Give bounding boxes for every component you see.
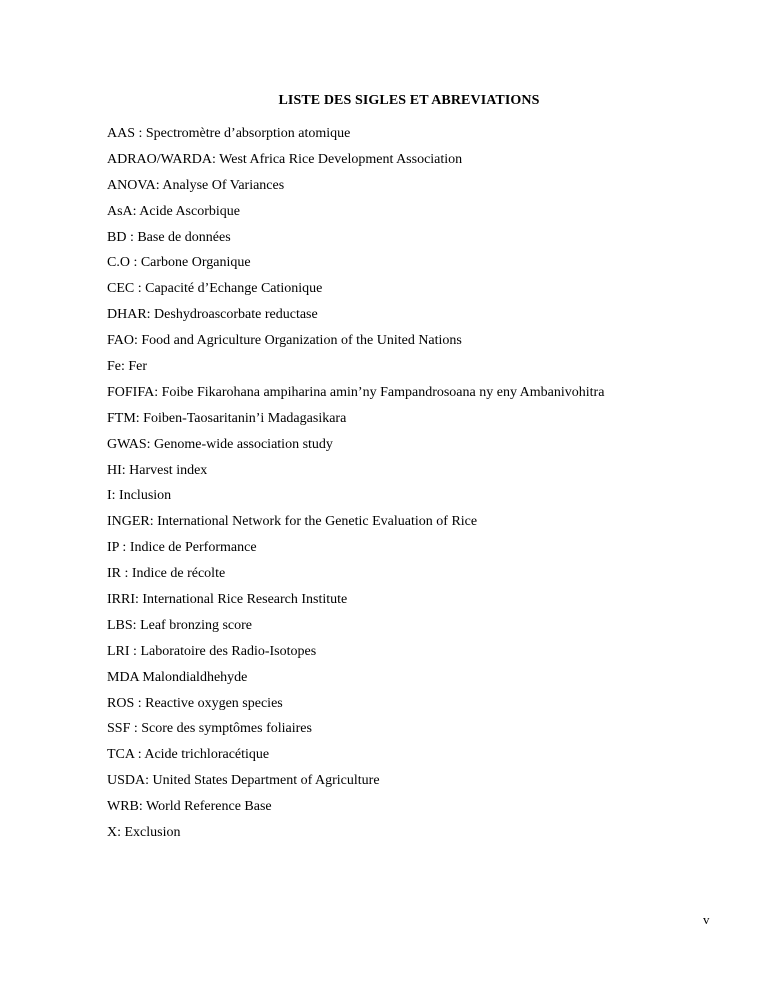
abbreviation-item: USDA: United States Department of Agriculture <box>107 773 380 789</box>
abbreviation-item: IR : Indice de récolte <box>107 566 226 582</box>
abbreviation-item: AAS : Spectromètre d’absorption atomique <box>107 126 351 141</box>
abbreviation-item: SSF : Score des symptômes foliaires <box>107 721 312 737</box>
abbreviation-item: FOFIFA: Foibe Fikarohana ampiharina amin’ny Fampandrosoana ny eny Ambanivohitra <box>107 384 605 400</box>
abbreviation-item: ROS : Reactive oxygen species <box>107 695 283 711</box>
abbreviation-item: HI: Harvest index <box>107 462 208 478</box>
abbreviation-list <box>107 125 604 850</box>
abbreviation-item: LBS: Leaf bronzing score <box>107 617 253 633</box>
abbreviation-item: INGER: International Network for the Genetic Evaluation of Rice <box>107 514 478 530</box>
abbreviation-item: C.O : Carbone Organique <box>107 255 251 271</box>
abbreviation-item: ANOVA: Analyse Of Variances <box>107 177 285 193</box>
abbreviation-item: FAO: Food and Agriculture Organization of the United Nations <box>107 333 462 349</box>
abbreviation-item: CEC : Capacité d’Echange Cationique <box>107 281 323 297</box>
abbreviation-item: FTM: Foiben-Taosaritanin’i Madagasikara <box>107 410 347 426</box>
abbreviation-item: LRI : Laboratoire des Radio-Isotopes <box>107 643 317 659</box>
page-title: LISTE DES SIGLES ET ABREVIATIONS <box>278 93 540 108</box>
abbreviation-item: Fe: Fer <box>107 359 148 375</box>
abbreviation-item: IRRI: International Rice Research Institute <box>107 592 348 608</box>
abbreviation-item: GWAS: Genome-wide association study <box>107 436 333 452</box>
abbreviation-item: TCA : Acide trichloracétique <box>107 747 270 763</box>
abbreviation-item: I: Inclusion <box>107 488 172 504</box>
abbreviation-item: X: Exclusion <box>107 825 181 841</box>
page-number: v <box>703 912 710 927</box>
abbreviation-item: MDA Malondialdhehyde <box>107 669 248 685</box>
abbreviation-item: AsA: Acide Ascorbique <box>107 203 240 219</box>
abbreviation-item: DHAR: Deshydroascorbate reductase <box>107 307 318 323</box>
abbreviation-item: IP : Indice de Performance <box>107 540 257 556</box>
abbreviation-item: WRB: World Reference Base <box>107 799 272 815</box>
abbreviation-item: BD : Base de données <box>107 229 231 245</box>
abbreviation-item: ADRAO/WARDA: West Africa Rice Development Association <box>107 151 463 167</box>
